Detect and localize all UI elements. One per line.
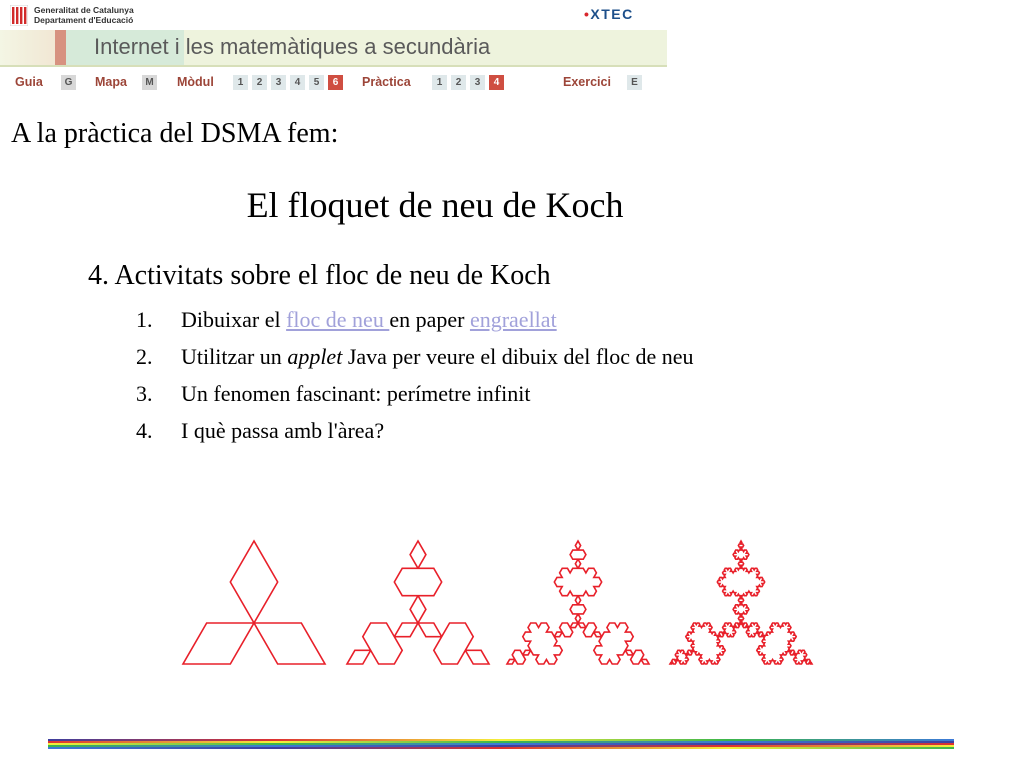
nav-mapa-box[interactable]: M [142,75,157,90]
section-heading: 4. Activitats sobre el floc de neu de Koch [88,260,551,291]
list-item [136,416,694,453]
site-title: Internet i les matemàtiques a secundària [94,34,491,59]
top-bar [0,0,667,30]
koch-snowflake-iteration-4 [670,541,812,664]
list-item [136,379,694,416]
list-number: 1. [136,307,153,332]
koch-snowflake-iteration-3 [507,541,649,664]
title-bar-accent [55,30,66,67]
page-title: El floquet de neu de Koch [246,185,624,225]
nav-modul[interactable]: Mòdul [177,75,214,89]
item-text-italic: applet [287,344,343,369]
nav-guia-box[interactable]: G [61,75,76,90]
nav-practica-1[interactable]: 1 [432,75,447,90]
organization-line-1: Generalitat de Catalunya [34,5,134,15]
list-number: 2. [136,344,153,369]
nav-exercici[interactable]: Exercici [563,75,611,89]
xtec-dot: • [584,6,591,22]
nav-modul-4[interactable]: 4 [290,75,305,90]
footer-stripe [48,747,954,749]
nav-modul-2[interactable]: 2 [252,75,267,90]
koch-snowflake-iteration-2 [347,541,489,664]
item-text: Un fenomen fascinant: perímetre infinit [181,381,531,406]
title-bar-gradient [0,30,55,67]
nav-modul-3[interactable]: 3 [271,75,286,90]
item-text: I què passa amb l'àrea? [181,418,385,443]
intro-text: A la pràctica del DSMA fem: [11,118,339,149]
xtec-logo[interactable] [584,6,634,22]
nav-guia[interactable]: Guia [15,75,43,89]
generalitat-logo-icon [10,5,28,26]
site-header [0,0,667,96]
nav-practica[interactable]: Pràctica [362,75,411,89]
nav-practica-2[interactable]: 2 [451,75,466,90]
footer-rule [48,739,954,749]
organization-line-2: Departament d'Educació [34,15,134,25]
activities-list [136,305,694,453]
item-text: Java per veure el dibuix del floc de neu [342,344,694,369]
item-text: Dibuixar el [181,307,287,332]
nav-modul-6[interactable]: 6 [328,75,343,90]
list-item [136,305,694,342]
nav-bar [0,67,667,96]
nav-practica-3[interactable]: 3 [470,75,485,90]
koch-snowflakes-figure [180,535,825,710]
item-text: en paper [389,307,470,332]
list-item [136,342,694,379]
nav-practica-4[interactable]: 4 [489,75,504,90]
engraellat-link[interactable]: engraellat [469,307,557,332]
nav-modul-1[interactable]: 1 [233,75,248,90]
xtec-label: XTEC [590,6,634,22]
list-number: 4. [136,418,153,443]
nav-modul-5[interactable]: 5 [309,75,324,90]
nav-exercici-box[interactable]: E [627,75,642,90]
title-bar [0,30,667,67]
floc-de-neu-link[interactable]: floc de neu [286,307,390,332]
list-number: 3. [136,381,153,406]
organization-name [34,5,134,25]
nav-mapa[interactable]: Mapa [95,75,127,89]
item-text: Utilitzar un [181,344,288,369]
koch-snowflake-iteration-1 [183,541,325,664]
